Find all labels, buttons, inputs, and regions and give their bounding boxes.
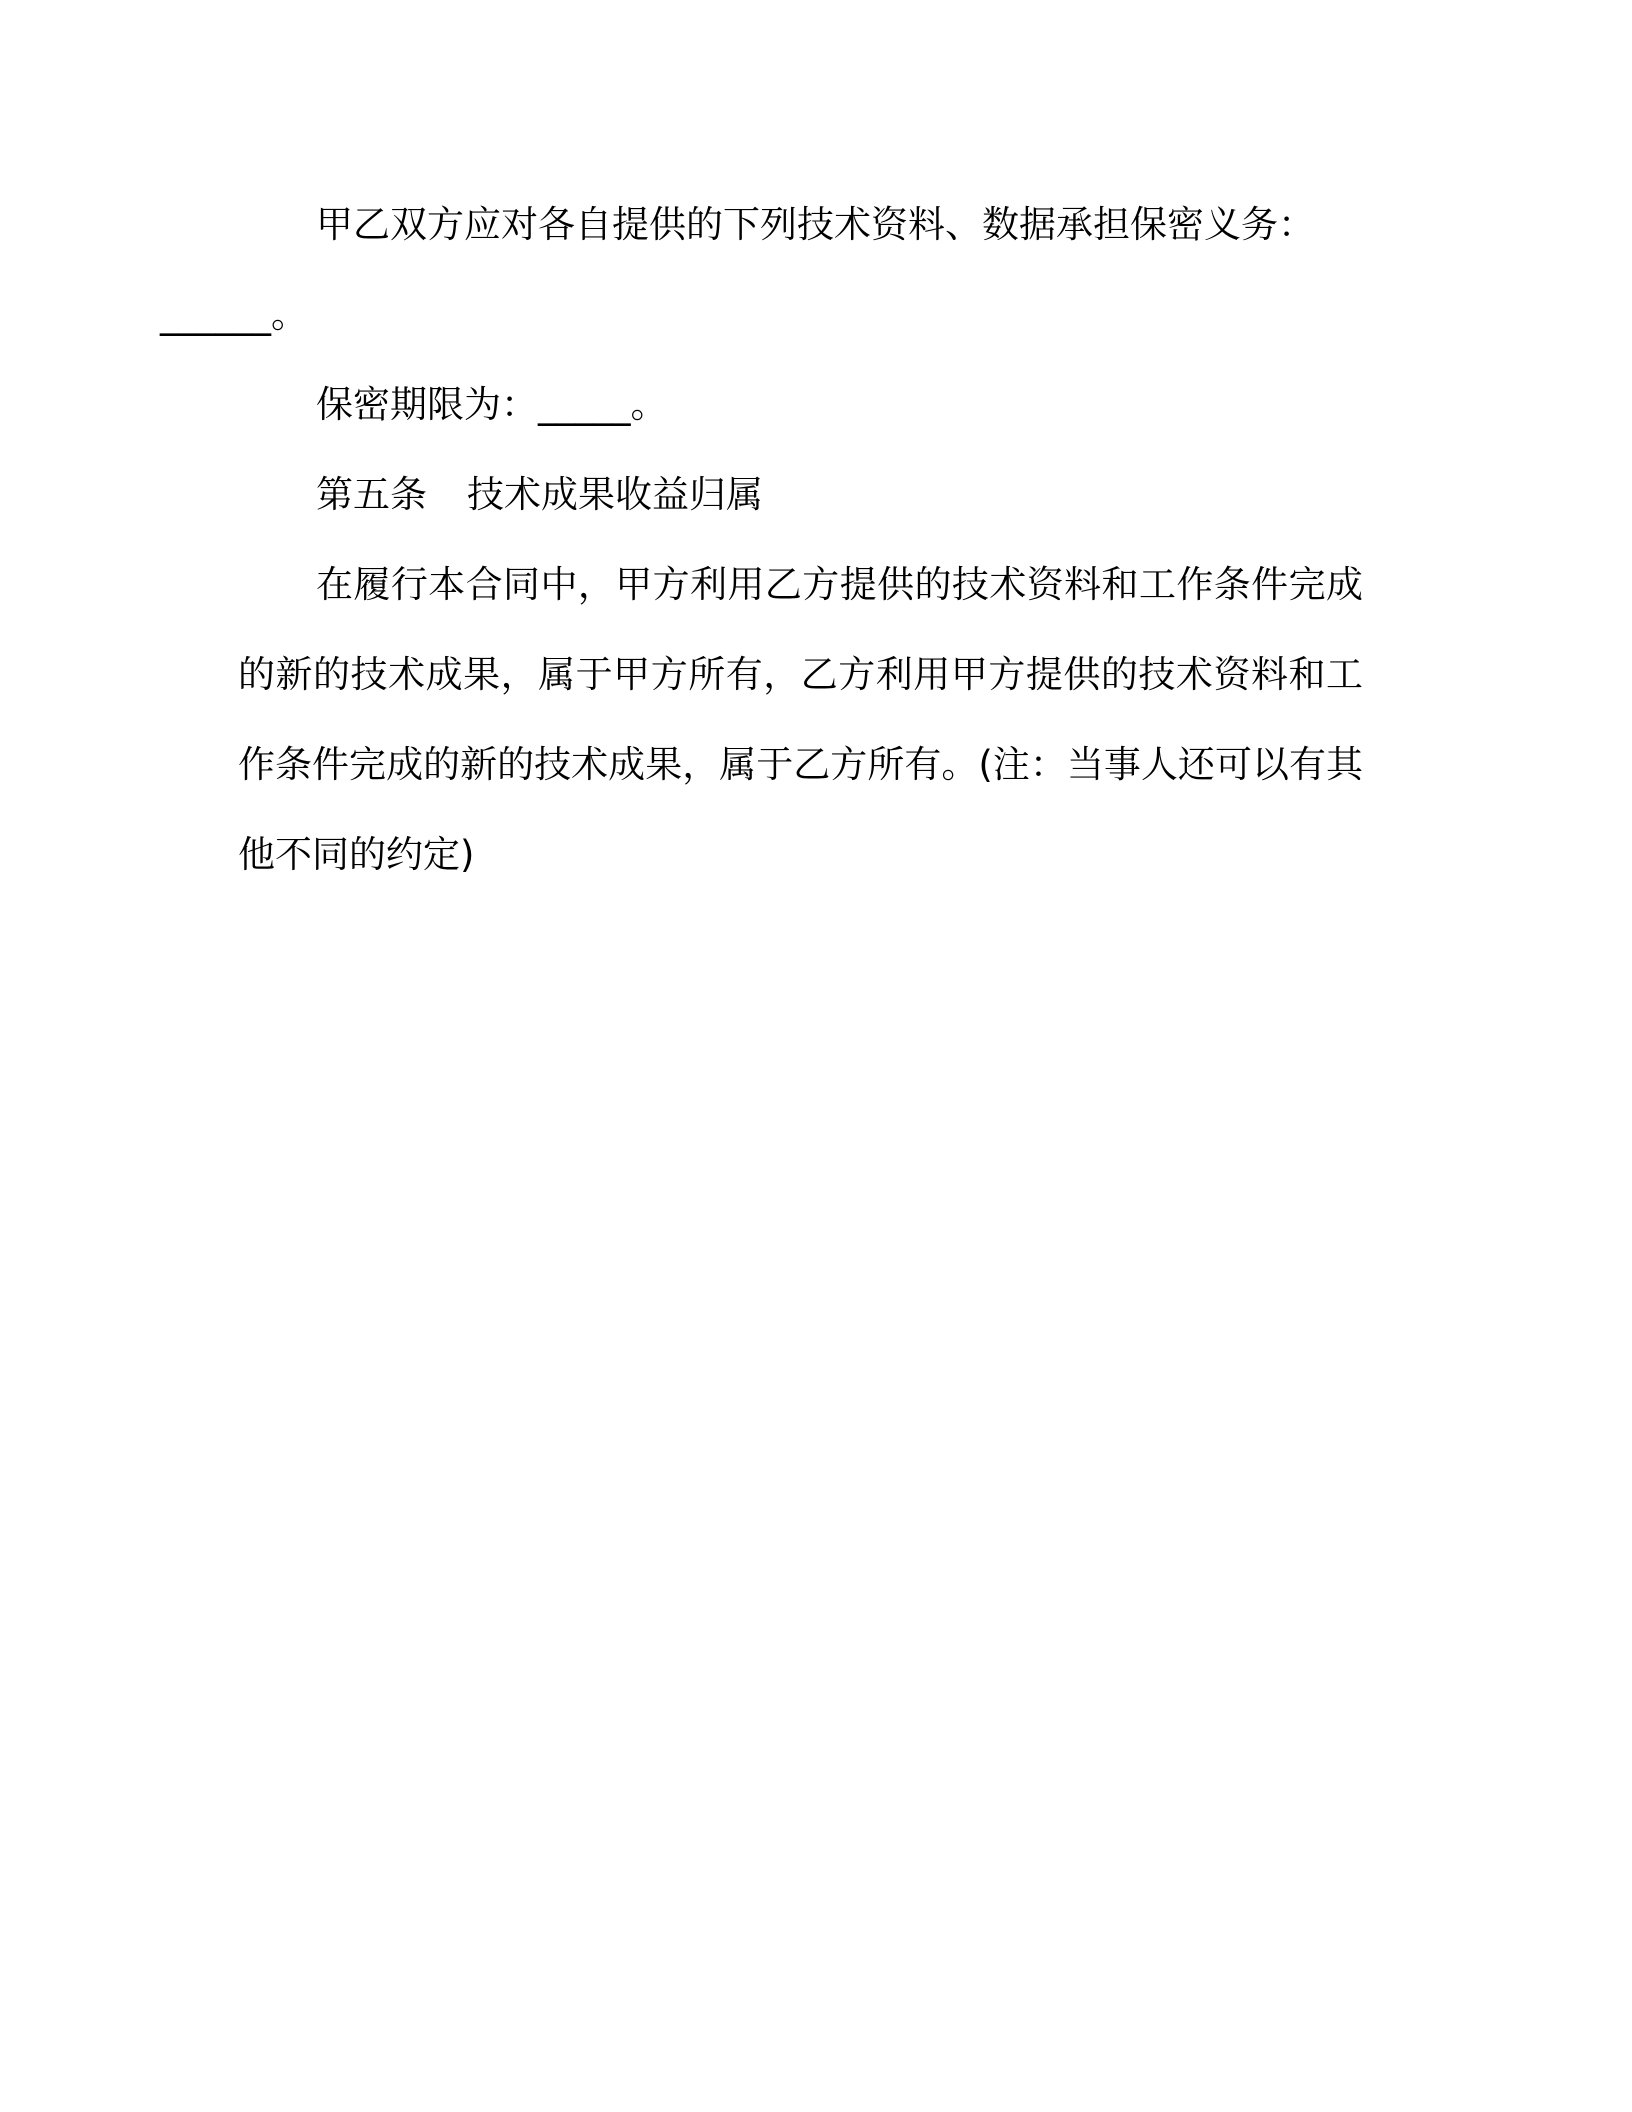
confidentiality-clause-text: 甲乙双方应对各自提供的下列技术资料、数据承担保密义务： <box>316 203 1315 246</box>
confidentiality-blank: ______。 <box>160 293 308 336</box>
article-number: 第五条 <box>316 473 427 516</box>
document-content <box>160 180 1363 900</box>
article-title: 技术成果收益归属 <box>467 473 763 516</box>
confidentiality-clause <box>160 180 1363 360</box>
article-body: 在履行本合同中，甲方利用乙方提供的技术资料和工作条件完成的新的技术成果，属于甲方所有，乙方利用甲方提供的技术资料和工作条件完成的新的技术成果，属于乙方所有。(注：当事人还可以有其他不同的约定) <box>238 563 1363 876</box>
article-heading <box>238 450 1363 540</box>
confidentiality-period: 保密期限为：_____。 <box>316 383 668 426</box>
